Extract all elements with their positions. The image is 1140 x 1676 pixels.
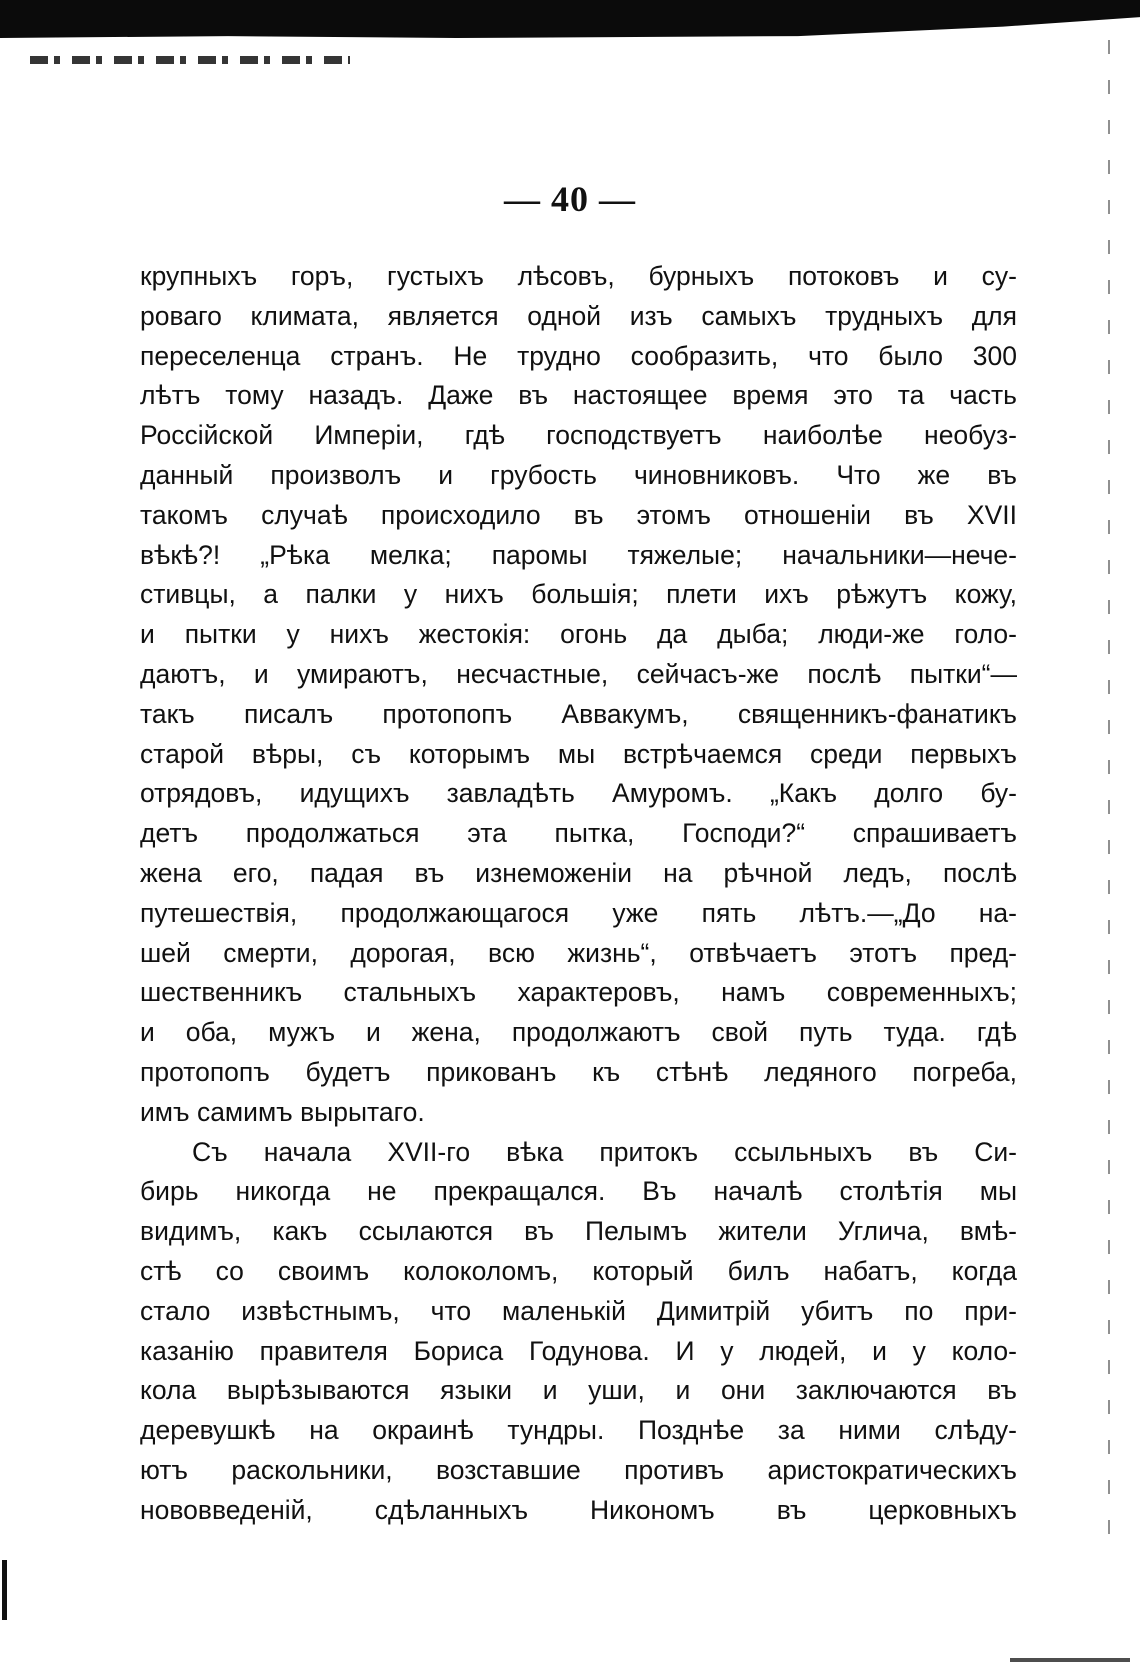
text-line: детъ продолжаться эта пытка, Господи?“ спрашиваетъ [140, 818, 1017, 849]
text-line: стивцы, а палки у нихъ большія; плети ихъ рѣжутъ кожу, [140, 579, 1017, 610]
text-line: и оба, мужъ и жена, продолжаютъ свой путь туда. гдѣ [140, 1017, 1017, 1048]
text-line: ютъ раскольники, возставшие противъ аристократическихъ [140, 1454, 1017, 1485]
text-line: нововведеній, сдѣланныхъ Никономъ въ церковныхъ [140, 1494, 1017, 1525]
text-line: переселенца странъ. Не трудно сообразить, что было 300 [140, 340, 1017, 371]
text-line: шественникъ стальныхъ характеровъ, намъ современныхъ; [140, 977, 1017, 1008]
text-line: вѣкѣ?! „Рѣка мелка; паромы тяжелые; начальники—нече- [140, 539, 1017, 570]
text-line: имъ самимъ вырытаго. [140, 1096, 425, 1127]
page-number: — 40 — [504, 179, 636, 219]
text-line: путешествія, продолжающагося уже пять лѣтъ.—„До на- [140, 897, 1017, 928]
text-line: старой вѣры, съ которымъ мы встрѣчаемся среди первыхъ [140, 738, 1017, 769]
text-line: стало извѣстнымъ, что маленькій Димитрій убитъ по при- [140, 1295, 1017, 1326]
scan-border-top [0, 0, 1140, 38]
body-text [140, 257, 1017, 1531]
scan-edge-right [1108, 40, 1110, 1540]
paragraph-2 [140, 1133, 1017, 1531]
text-line: казанію правителя Бориса Годунова. И у людей, и у коло- [140, 1335, 1017, 1366]
text-line: бирь никогда не прекращался. Въ началѣ столѣтія мы [140, 1176, 1017, 1207]
scan-artifact-top [30, 56, 350, 64]
text-line: даютъ, и умираютъ, несчастные, сейчасъ-же послѣ пытки“— [140, 658, 1017, 689]
text-line: лѣтъ тому назадъ. Даже въ настоящее время это та часть [140, 380, 1017, 411]
text-line: деревушкѣ на окраинѣ тундры. Позднѣе за ними слѣду- [140, 1415, 1017, 1446]
text-line: шей смерти, дорогая, всю жизнь“, отвѣчаетъ этотъ пред- [140, 937, 1017, 968]
text-line: роваго климата, является одной изъ самыхъ трудныхъ для [140, 300, 1017, 331]
text-line: крупныхъ горъ, густыхъ лѣсовъ, бурныхъ потоковъ и су- [140, 261, 1017, 291]
text-line: кола вырѣзываются языки и уши, и они заключаются въ [140, 1375, 1017, 1406]
text-line: Россійской Имперіи, гдѣ господствуетъ наиболѣе необуз- [140, 420, 1017, 451]
text-line: такомъ случаѣ происходило въ этомъ отношеніи въ XVII [140, 499, 1017, 530]
paragraph-1 [140, 257, 1017, 1133]
text-line: отрядовъ, идущихъ завладѣть Амуромъ. „Какъ долго бу- [140, 778, 1017, 809]
text-line: стѣ со своимъ колоколомъ, который билъ набатъ, когда [140, 1255, 1017, 1286]
text-line: данный произволъ и грубость чиновниковъ. Что же въ [140, 459, 1017, 490]
text-line: видимъ, какъ ссылаются въ Пелымъ жители Углича, вмѣ- [140, 1216, 1017, 1247]
text-line: жена его, падая въ изнеможеніи на рѣчной ледъ, послѣ [140, 857, 1017, 888]
text-line: такъ писалъ протопопъ Аввакумъ, священникъ-фанатикъ [140, 698, 1017, 729]
scan-edge-left [2, 1560, 7, 1620]
text-line: и пытки у нихъ жестокія: огонь да дыба; люди-же голо- [140, 619, 1017, 650]
text-line: протопопъ будетъ прикованъ къ стѣнѣ ледяного погреба, [140, 1056, 1017, 1087]
text-line: Съ начала XVII-го вѣка притокъ ссыльныхъ въ Си- [192, 1136, 1017, 1167]
scan-artifact-bottom [1010, 1658, 1130, 1662]
